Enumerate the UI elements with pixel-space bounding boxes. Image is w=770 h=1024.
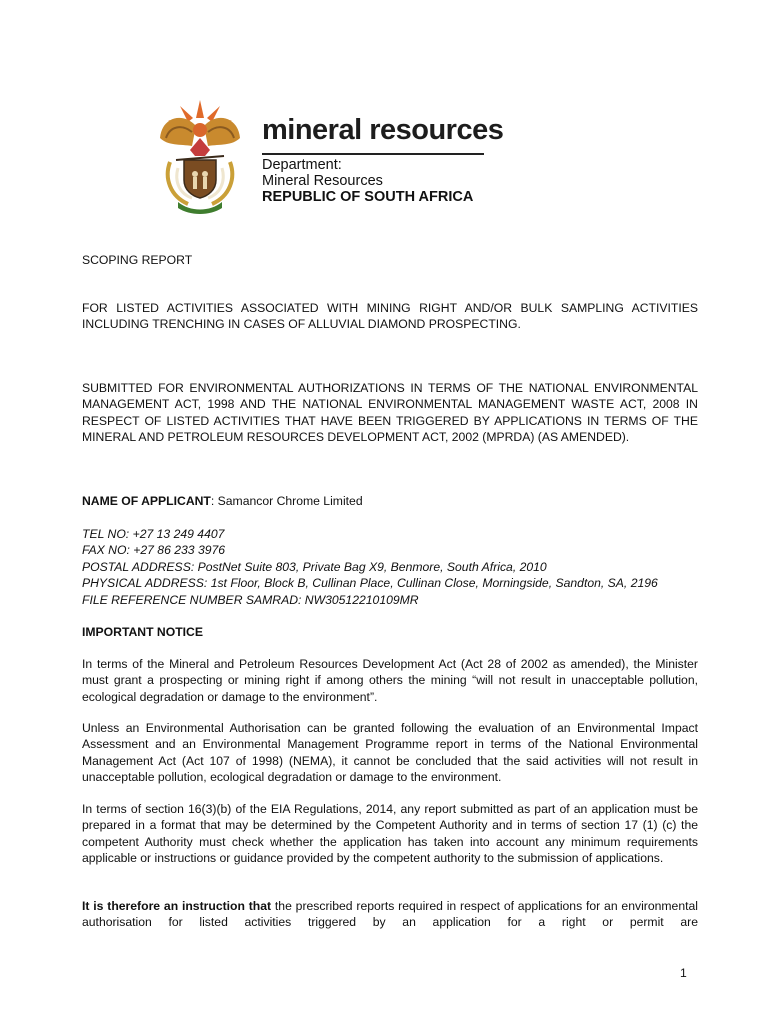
instruction-emphasis: It is therefore an instruction that (82, 899, 272, 913)
brand-title: mineral resources (262, 114, 504, 146)
physical-address: PHYSICAL ADDRESS: 1st Floor, Block B, Cullinan Place, Cullinan Close, Morningside, Sandton, SA, 2196 (82, 576, 658, 591)
notice-paragraph-3: In terms of section 16(3)(b) of the EIA Regulations, 2014, any report submitted as part of an application must be prepared in a format that may be determined by the Competent Authority and in terms of section 17 (1) (c) the competent Authority must check whether the application has taken into account any minimum requirements applicable or instructions or guidance provided by the competent authority to the submission of applications. (82, 802, 698, 866)
file-reference: FILE REFERENCE NUMBER SAMRAD: NW30512210109MR (82, 592, 419, 607)
contact-details (82, 526, 698, 608)
applicant-value: : Samancor Chrome Limited (210, 494, 363, 508)
letterhead (150, 98, 504, 218)
brand-divider (262, 153, 484, 155)
report-subtitle: FOR LISTED ACTIVITIES ASSOCIATED WITH MINING RIGHT AND/OR BULK SAMPLING ACTIVITIES INCLUDING TRENCHING IN CASES OF ALLUVIAL DIAMOND PROSPECTING. (82, 301, 698, 332)
instruction-text: the prescribed reports required in respect of applications for an environmental authorisation for listed activities triggered by an application for a right or permit are (82, 899, 698, 930)
submission-statement: SUBMITTED FOR ENVIRONMENTAL AUTHORIZATIONS IN TERMS OF THE NATIONAL ENVIRONMENTAL MANAGEMENT ACT, 1998 AND THE NATIONAL ENVIRONMENTAL MANAGEMENT WASTE ACT, 2008 IN RESPECT OF LISTED ACTIVITIES THAT HAVE BEEN TRIGGERED BY APPLICATIONS IN TERMS OF THE MINERAL AND PETROLEUM RESOURCES DEVELOPMENT ACT, 2002 (MPRDA) (AS AMENDED). (82, 381, 698, 445)
notice-heading: IMPORTANT NOTICE (82, 625, 203, 639)
page-number: 1 (680, 966, 687, 980)
applicant-line (82, 493, 698, 509)
notice-paragraph-4 (82, 898, 698, 931)
applicant-label: NAME OF APPLICANT (82, 494, 211, 508)
report-title: SCOPING REPORT (82, 253, 193, 267)
notice-paragraph-1: In terms of the Mineral and Petroleum Resources Development Act (Act 28 of 2002 as amended), the Minister must grant a prospecting or mining right if among others the mining “will not result in unacceptable pollution, ecological degradation or damage to the environment”. (82, 657, 698, 704)
fax-number: FAX NO: +27 86 233 3976 (82, 543, 226, 558)
coat-of-arms-crest-icon (150, 98, 250, 216)
postal-address: POSTAL ADDRESS: PostNet Suite 803, Private Bag X9, Benmore, South Africa, 2010 (82, 559, 547, 574)
tel-number: TEL NO: +27 13 249 4407 (82, 527, 225, 541)
department-label: Department: (262, 157, 342, 173)
notice-paragraph-2: Unless an Environmental Authorisation can be granted following the evaluation of an Environmental Impact Assessment and an Environmental Management Programme report in terms of the National Environmental Management Act (Act 107 of 1998) (NEMA), it cannot be concluded that the said activities will not result in unacceptable pollution, ecological degradation or damage to the environment. (82, 721, 698, 785)
country-name: REPUBLIC OF SOUTH AFRICA (262, 189, 474, 205)
department-name: Mineral Resources (262, 173, 383, 189)
